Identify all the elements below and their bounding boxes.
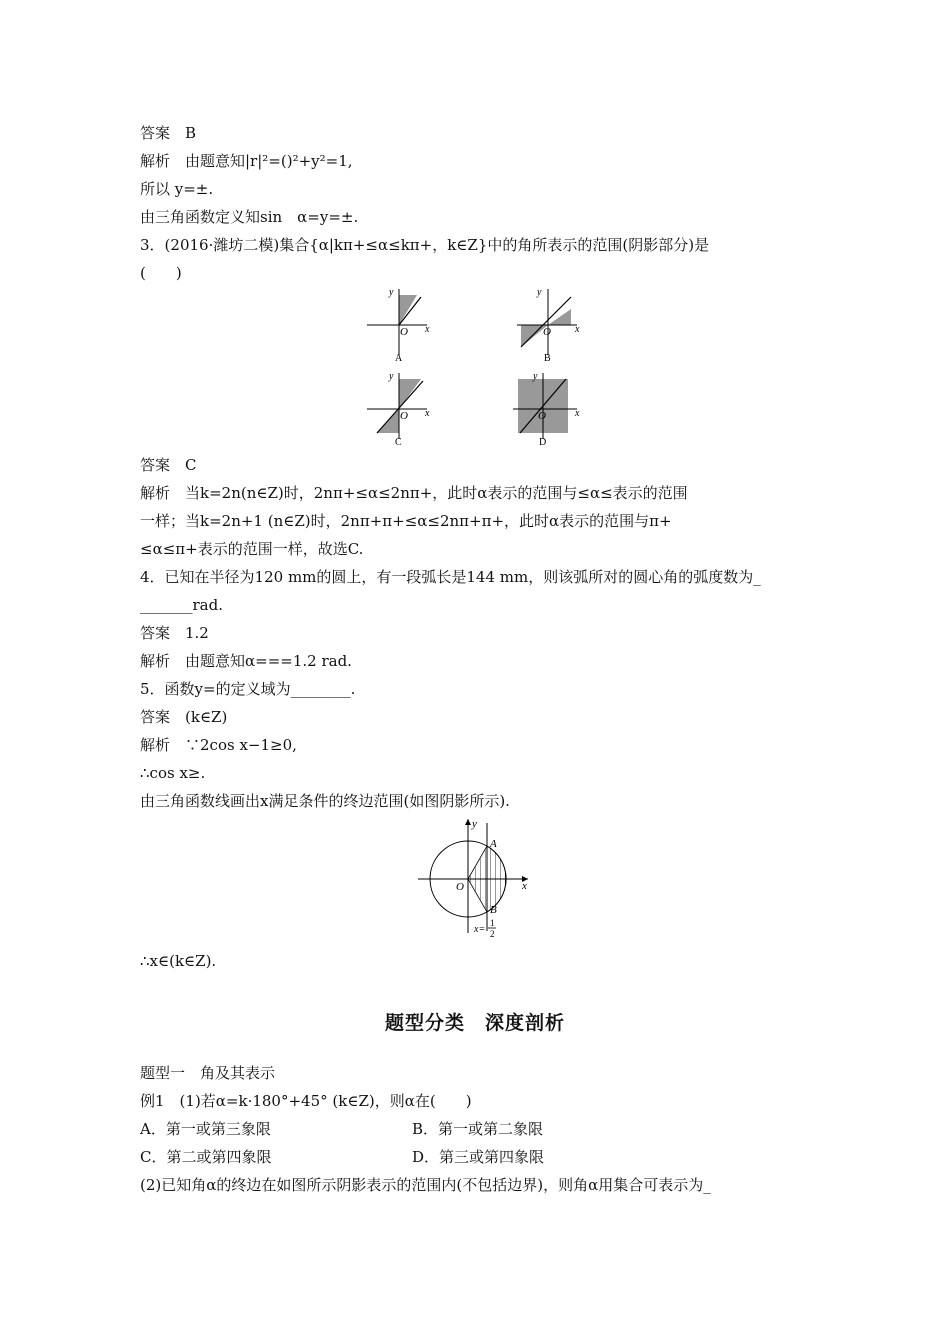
example-1: 例1 (1)若α=k·180°+45° (k∈Z)，则α在( ) (140, 1092, 472, 1110)
figure-c (367, 371, 430, 448)
question-3: 3．(2016·潍坊二模)集合{α|kπ+≤α≤kπ+，k∈Z}中的角所表示的范围(阴影部分)是 (140, 236, 710, 254)
analysis-line-5b: ∴cos x≥. (140, 764, 206, 782)
analysis-line-3a: 解析 当k=2n(n∈Z)时，2nπ+≤α≤2nπ+，此时α表示的范围与≤α≤表示的范围 (140, 484, 688, 502)
unit-circle-figure (410, 815, 540, 943)
fraction-denominator: 2 (490, 929, 495, 939)
analysis-line-4: 解析 由题意知α===1.2 rad. (140, 652, 352, 670)
section-heading: 题型分类 深度剖析 (384, 1012, 565, 1034)
origin-label: O (456, 881, 464, 893)
answer-line-4: 答案 1.2 (140, 624, 209, 642)
question-5: 5．函数y=的定义域为________. (140, 680, 356, 698)
line-equation-prefix: x= (474, 924, 486, 935)
y-axis-label: y (533, 371, 538, 382)
option-a: A．第一或第三象限 (140, 1120, 271, 1138)
quadrant-figures (355, 283, 595, 449)
analysis-line-3b: 一样；当k=2n+1 (n∈Z)时，2nπ+π+≤α≤2nπ+π+，此时α表示的范围与π+ (140, 512, 672, 530)
answer-line-5: 答案 (k∈Z) (140, 708, 228, 726)
x-axis-label: x (425, 408, 430, 419)
figure-label-a: A (395, 353, 403, 364)
x-axis-label: x (575, 324, 580, 335)
figure-label-d: D (539, 437, 547, 448)
conclusion-line-5: ∴x∈(k∈Z). (140, 952, 217, 970)
figure-b (517, 287, 580, 364)
figure-label-b: B (544, 353, 551, 364)
fraction-numerator: 1 (490, 918, 495, 928)
point-a-label: A (490, 838, 497, 850)
origin-label: O (538, 410, 546, 422)
origin-label: O (400, 326, 408, 338)
analysis-line-5c: 由三角函数线画出x满足条件的终边范围(如图阴影所示). (140, 792, 510, 810)
analysis-line-5a: 解析 ∵2cos x−1≥0, (140, 736, 297, 754)
figure-d (513, 371, 580, 448)
figure-a (367, 287, 430, 364)
text-line: 所以 y=±. (140, 180, 214, 198)
y-axis-label: y (472, 818, 477, 830)
question-4-blank: _______rad. (140, 596, 223, 614)
option-b: B．第一或第二象限 (412, 1120, 544, 1138)
y-axis-label: y (389, 287, 394, 298)
question-3-blank: ( ) (140, 264, 182, 282)
figure-label-c: C (395, 437, 402, 448)
answer-line-3: 答案 C (140, 456, 197, 474)
x-axis-label: x (522, 880, 527, 892)
answer-line-1: 答案 B (140, 124, 197, 142)
option-d: D．第三或第四象限 (412, 1148, 545, 1166)
x-axis-label: x (425, 324, 430, 335)
y-axis-label: y (537, 287, 542, 298)
analysis-line-1: 解析 由题意知|r|²=()²+y²=1, (140, 152, 353, 170)
origin-label: O (400, 410, 408, 422)
origin-label: O (543, 326, 551, 338)
question-4: 4．已知在半径为120 mm的圆上，有一段弧长是144 mm，则该弧所对的圆心角的弧度数为_ (140, 568, 761, 586)
example-1-part-2: (2)已知角α的终边在如图所示阴影表示的范围内(不包括边界)，则角α用集合可表示为_ (140, 1176, 711, 1194)
analysis-line-3c: ≤α≤π+表示的范围一样，故选C. (140, 540, 364, 558)
topic-title: 题型一 角及其表示 (140, 1064, 276, 1082)
x-axis-label: x (575, 408, 580, 419)
text-line: 由三角函数定义知sin α=y=±. (140, 208, 359, 226)
point-b-label: B (490, 904, 497, 916)
y-axis-label: y (389, 371, 394, 382)
option-c: C．第二或第四象限 (140, 1148, 272, 1166)
